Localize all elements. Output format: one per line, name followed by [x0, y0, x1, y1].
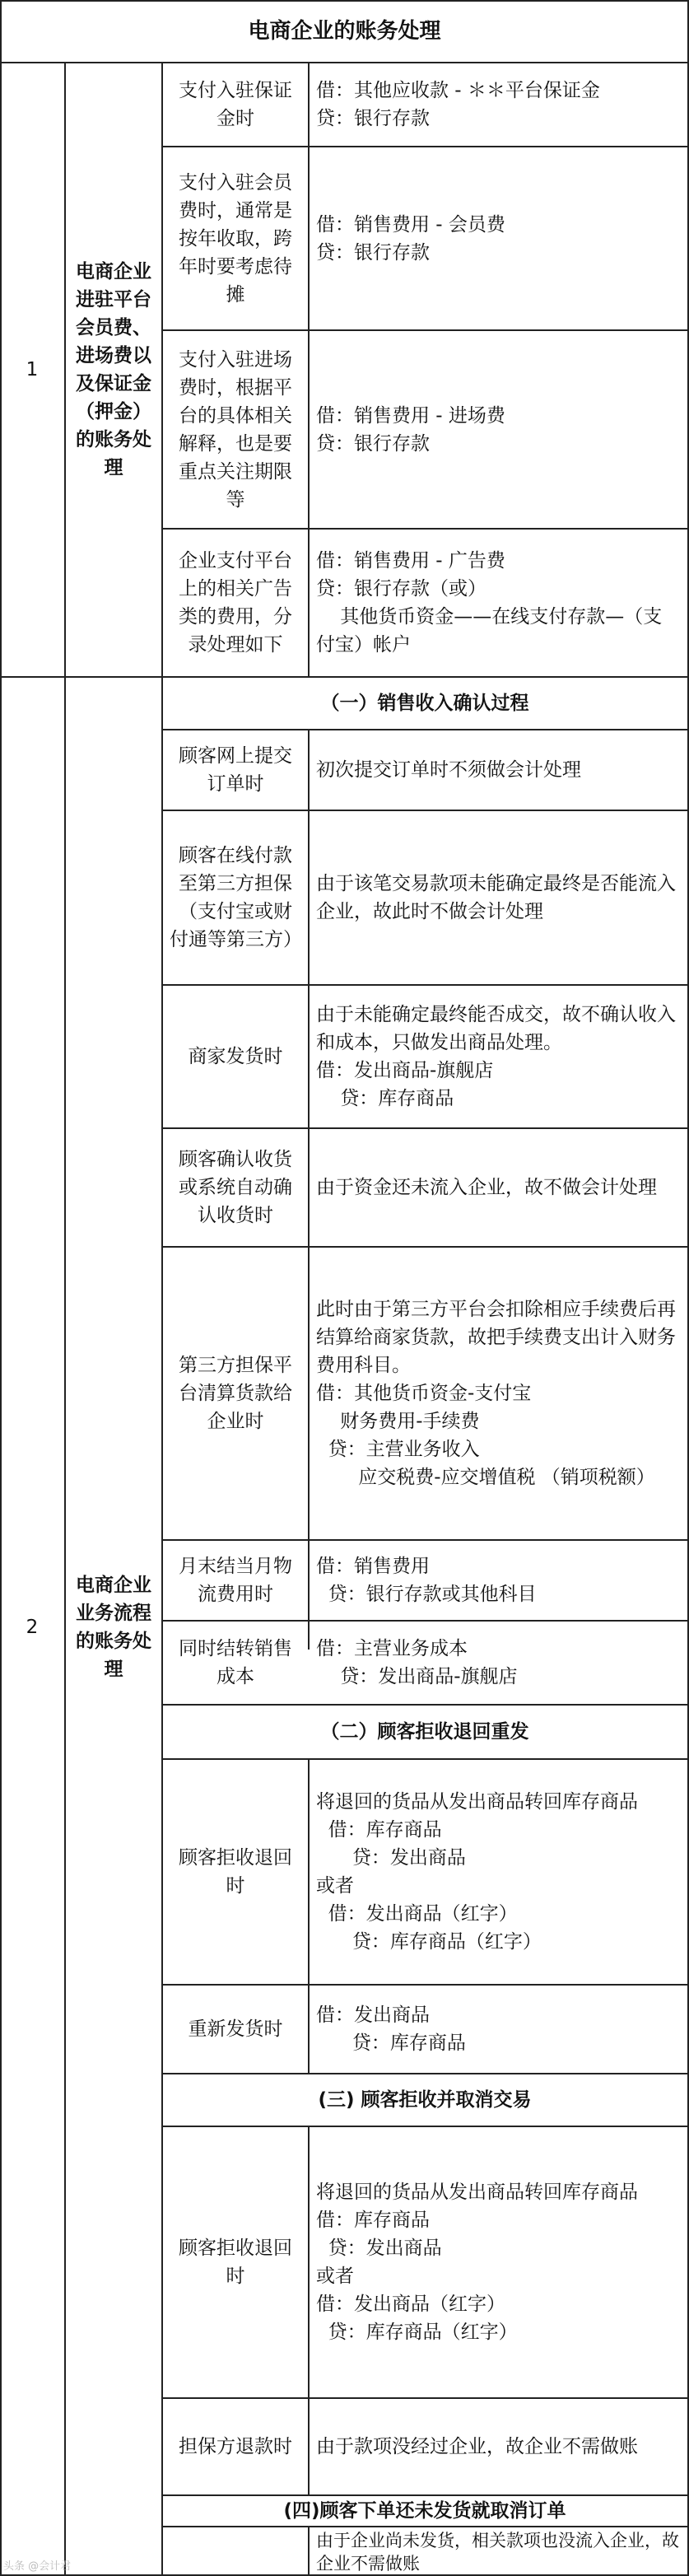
item-cell: 重新发货时: [188, 2018, 283, 2040]
item-cell: 月末结当月物流费用时: [179, 1556, 292, 1605]
item-cell: 企业支付平台上的相关广告类的费用，分录处理如下: [179, 550, 292, 656]
subsection-heading: (三) 顾客拒收并取消交易: [318, 2089, 532, 2111]
entry-cell: 由于未能确定最终能否成交，故不确认收入和成本，只做发出商品处理。 借：发出商品-旗舰店 贷：库存商品: [316, 1004, 676, 1109]
entry-cell: 借：发出商品 贷：库存商品: [316, 2004, 466, 2054]
entry-cell: 由于企业尚未发货，相关款项也没流入企业，故企业不需做账: [316, 2530, 679, 2574]
item-cell: [163, 2527, 308, 2576]
entry-cell: 借：销售费用 - 广告费 贷：银行存款（或） 其他货币资金——在线支付存款—（支付宝）帐户: [316, 550, 663, 656]
item-cell: 顾客确认收货或系统自动确认收货时: [179, 1149, 292, 1226]
entry-cell: 借：主营业务成本 贷：发出商品-旗舰店: [316, 1638, 518, 1687]
entry-cell: 借：销售费用 贷：银行存款或其他科目: [316, 1556, 537, 1605]
entry-cell: 借：销售费用 - 会员费 贷：银行存款: [316, 214, 505, 264]
entry-cell: 由于款项没经过企业，故企业不需做账: [316, 2436, 638, 2457]
item-cell: 顾客拒收退回时: [179, 1847, 292, 1897]
subsection-heading: （二）顾客拒收退回重发: [320, 1721, 529, 1743]
entry-cell: 由于资金还未流入企业，故不做会计处理: [316, 1177, 657, 1198]
item-cell: 顾客拒收退回时: [179, 2238, 292, 2287]
watermark: 头条 @会计君: [3, 2560, 72, 2573]
entry-cell: 借：其他应收款 - ＊＊平台保证金 贷：银行存款: [316, 80, 600, 129]
item-cell: 顾客在线付款至第三方担保（支付宝或财付通等第三方）: [170, 845, 302, 950]
item-cell: 第三方担保平台清算货款给企业时: [179, 1355, 292, 1432]
item-cell: 顾客网上提交订单时: [179, 745, 292, 795]
item-cell: 支付入驻进场费时，根据平台的具体相关解释，也是要重点关注期限等: [179, 349, 292, 511]
item-cell: 支付入驻会员费时，通常是按年收取，跨年时要考虑待摊: [179, 172, 292, 306]
item-cell: 担保方退款时: [179, 2436, 292, 2457]
section-number: 1: [26, 359, 39, 380]
entry-cell: 初次提交订单时不须做会计处理: [316, 759, 581, 781]
entry-cell: 将退回的货品从发出商品转回库存商品 借：库存商品 贷：发出商品 或者 借：发出商品（红字） 贷：库存商品（红字）: [316, 2182, 638, 2343]
section-number: 2: [26, 1616, 39, 1638]
subsection-heading: （一）销售收入确认过程: [320, 693, 529, 714]
section-category: 电商企业进驻平台会员费、进场费以及保证金（押金）的账务处理: [76, 261, 151, 478]
section-category: 电商企业业务流程的账务处理: [76, 1574, 151, 1680]
subsection-heading: (四)顾客下单还未发货就取消订单: [283, 2500, 566, 2522]
entry-cell: 借：销售费用 - 进场费 贷：银行存款: [316, 405, 505, 455]
entry-cell: 由于该笔交易款项未能确定最终是否能流入企业，故此时不做会计处理: [316, 873, 676, 922]
item-cell: 同时结转销售成本: [179, 1638, 292, 1687]
entry-cell: 此时由于第三方平台会扣除相应手续费后再结算给商家货款，故把手续费支出计入财务费用科目。 借：其他货币资金-支付宝 财务费用-手续费 贷：主营业务收入 应交税费-应交增值税 （销项税额）: [316, 1299, 676, 1488]
item-cell: 商家发货时: [188, 1046, 283, 1067]
entry-cell: 将退回的货品从发出商品转回库存商品 借：库存商品 贷：发出商品 或者 借：发出商品（红字） 贷：库存商品（红字）: [316, 1791, 638, 1953]
item-cell: 支付入驻保证金时: [179, 80, 292, 129]
table-title: 电商企业的账务处理: [248, 19, 441, 44]
